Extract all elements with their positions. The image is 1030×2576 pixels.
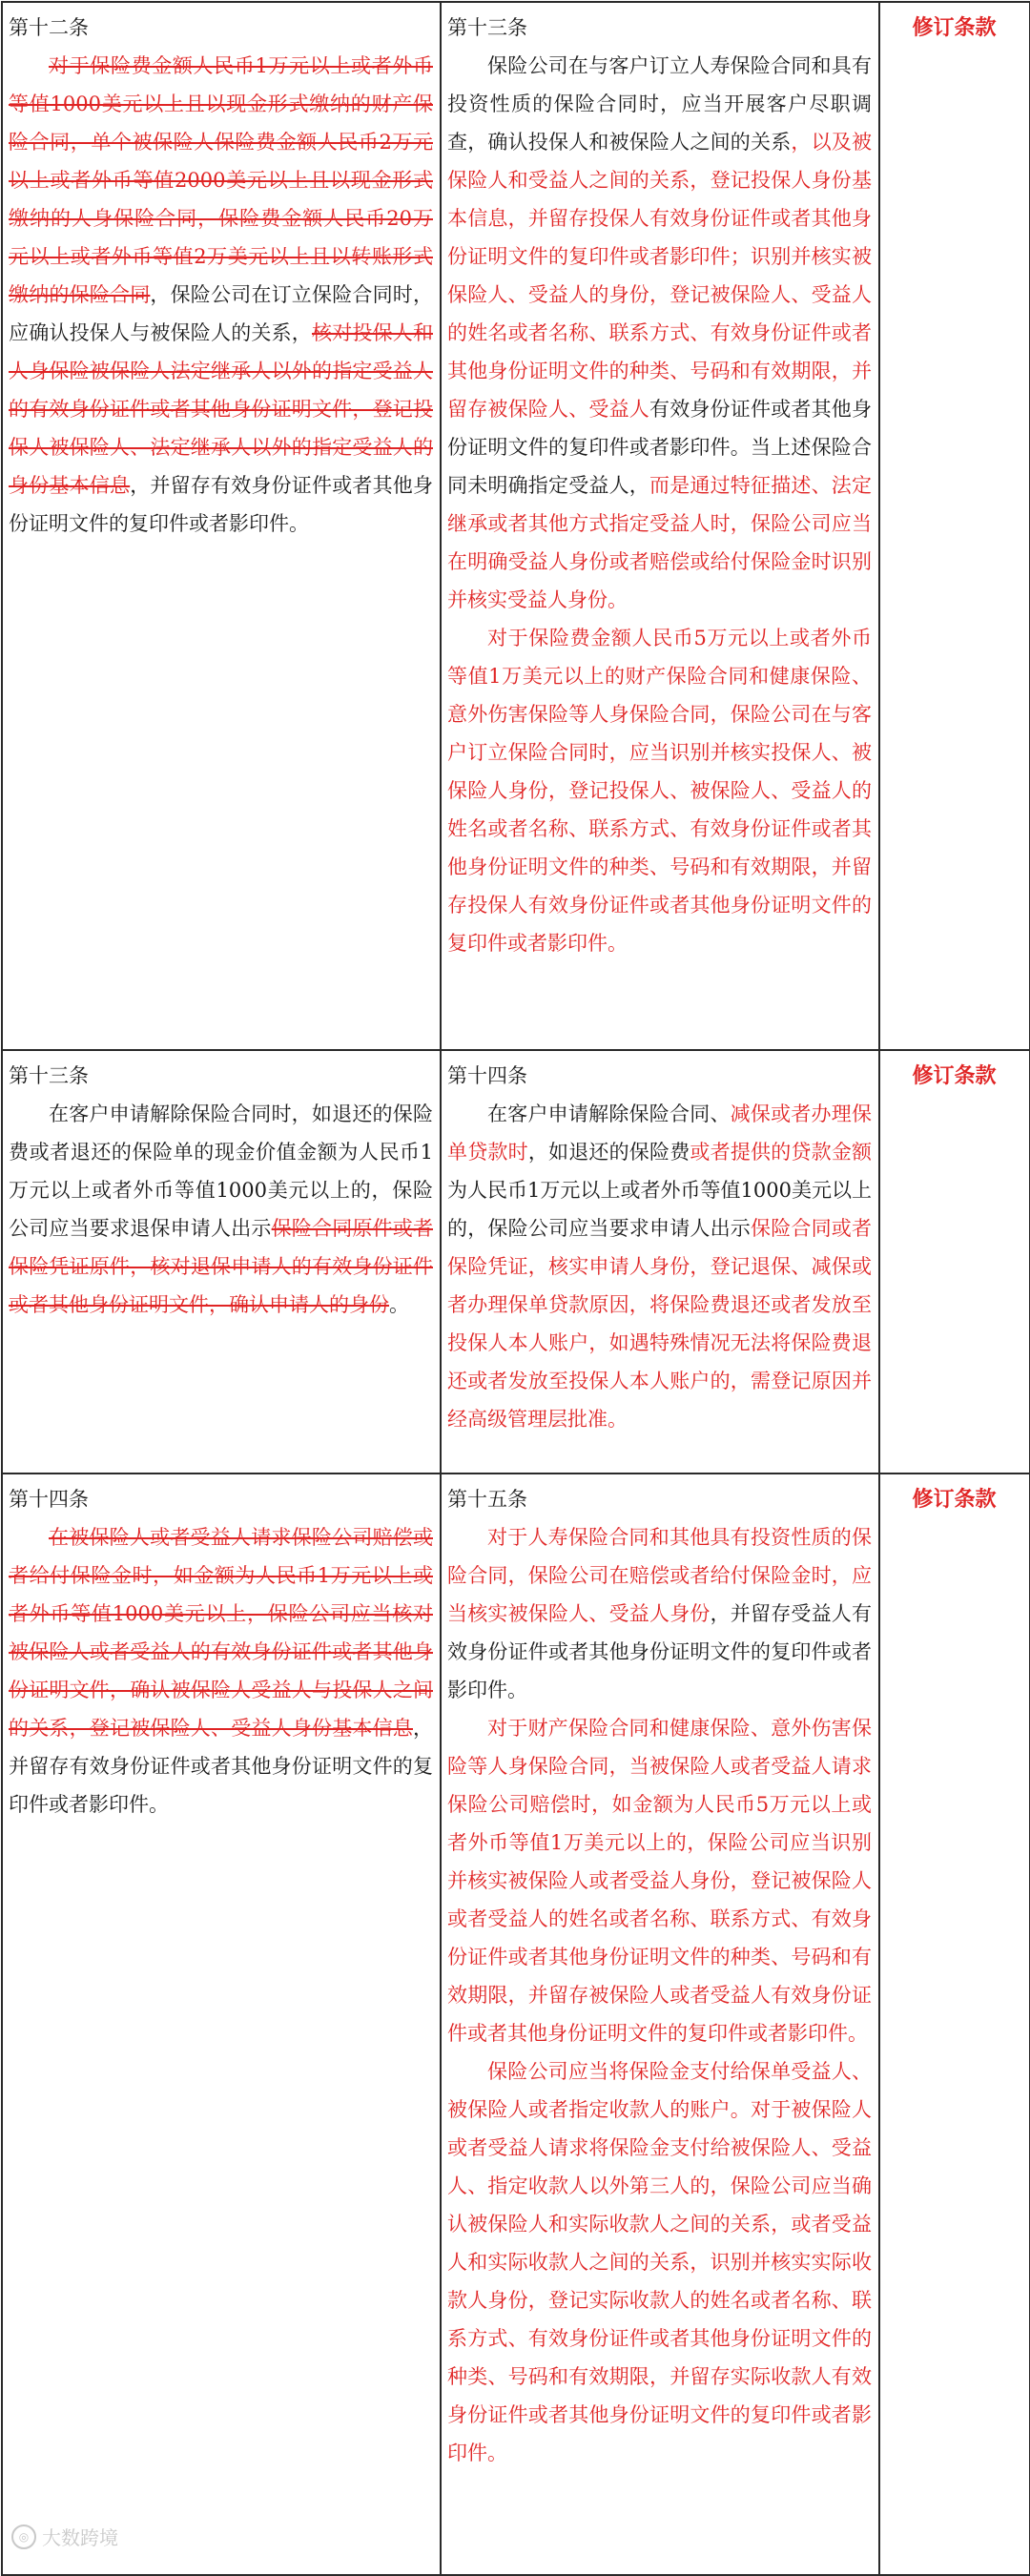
table-row — [2, 1473, 1030, 2575]
new-clause-cell — [441, 1473, 879, 2575]
old-clause-cell — [2, 2, 441, 1050]
revision-note: 修订条款 — [912, 1063, 997, 1088]
note-cell — [879, 2, 1030, 1050]
new-clause-cell — [441, 1050, 879, 1473]
note-cell — [879, 1050, 1030, 1473]
new-clause-cell — [441, 2, 879, 1050]
revision-note: 修订条款 — [912, 1487, 997, 1512]
comparison-table — [1, 1, 1030, 2576]
table-row — [2, 2, 1030, 1050]
new-clause-paragraph: 对于财产保险合同和健康保险、意外伤害保险等人身保险合同，当被保险人或者受益人请求保险公司赔偿时，如金额为人民币5万元以上或者外币等值1万美元以上的，保险公司应当识别并核实被保险人或者受益人身份，登记被保险人或者受益人的姓名或者名称、联系方式、有效身份证件或者其他身份证明文件的种类、号码和有效期限，并留存被保险人或者受益人有效身份证件或者其他身份证明文件的复印件或者影印件。 — [447, 1717, 872, 2045]
new-article-number: 第十五条 — [447, 1488, 527, 1511]
old-clause-text: 在客户申请解除保险合同时，如退还的保险费或者退还的保险单的现金价值金额为人民币1万元以上或者外币等值1000美元以上的，保险公司应当要求退保申请人出示保险合同原件或者保险凭证原件，核对退保申请人的有效身份证件或者其他身份证明文件，确认申请人的身份。 — [9, 1103, 434, 1316]
new-clause-paragraph: 对于人寿保险合同和其他具有投资性质的保险合同，保险公司在赔偿或者给付保险金时，应当核实被保险人、受益人身份，并留存受益人有效身份证件或者其他身份证明文件的复印件或者影印件。 — [447, 1526, 873, 1701]
old-article-number: 第十二条 — [9, 16, 89, 39]
new-article-number: 第十四条 — [447, 1064, 527, 1087]
watermark — [11, 2523, 118, 2550]
note-cell — [879, 1473, 1030, 2575]
new-clause-paragraph: 对于保险费金额人民币5万元以上或者外币等值1万美元以上的财产保险合同和健康保险、意外伤害保险等人身保险合同，保险公司在与客户订立保险合同时，应当识别并核实投保人、被保险人身份，登记投保人、被保险人、受益人的姓名或者名称、联系方式、有效身份证件或者其他身份证明文件的种类、号码和有效期限，并留存投保人有效身份证件或者其他身份证明文件的复印件或者影印件。 — [447, 627, 872, 955]
new-clause-paragraph: 在客户申请解除保险合同、减保或者办理保单贷款时，如退还的保险费或者提供的贷款金额为人民币1万元以上或者外币等值1000美元以上的，保险公司应当要求申请人出示保险合同或者保险凭证，核实申请人身份，登记退保、减保或者办理保单贷款原因，将保险费退还或者发放至投保人本人账户，如遇特殊情况无法将保险费退还或者发放至投保人本人账户的，需登记原因并经高级管理层批准。 — [447, 1103, 873, 1431]
new-article-number: 第十三条 — [447, 16, 527, 39]
revision-note: 修订条款 — [912, 15, 997, 40]
watermark-logo-icon: ◎ — [11, 2524, 36, 2549]
old-article-number: 第十四条 — [9, 1488, 89, 1511]
table-row — [2, 1050, 1030, 1473]
old-article-number: 第十三条 — [9, 1064, 89, 1087]
old-clause-text: 在被保险人或者受益人请求保险公司赔偿或者给付保险金时，如金额为人民币1万元以上或者外币等值1000美元以上，保险公司应当核对被保险人或者受益人的有效身份证件或者其他身份证明文件，确认被保险人受益人与投保人之间的关系，登记被保险人、受益人身份基本信息，并留存有效身份证件或者其他身份证明文件的复印件或者影印件。 — [9, 1526, 433, 1816]
old-clause-cell — [2, 1473, 441, 2575]
watermark-text: 大数跨境 — [42, 2526, 118, 2549]
new-clause-paragraph: 保险公司在与客户订立人寿保险合同和具有投资性质的保险合同时，应当开展客户尽职调查，确认投保人和被保险人之间的关系，以及被保险人和受益人之间的关系，登记投保人身份基本信息，并留存投保人有效身份证件或者其他身份证明文件的复印件或者影印件；识别并核实被保险人、受益人的身份，登记被保险人、受益人的姓名或者名称、联系方式、有效身份证件或者其他身份证明文件的种类、号码和有效期限，并留存被保险人、受益人有效身份证件或者其他身份证明文件的复印件或者影印件。当上述保险合同未明确指定受益人，而是通过特征描述、法定继承或者其他方式指定受益人时，保险公司应当在明确受益人身份或者赔偿或给付保险金时识别并核实受益人身份。 — [447, 54, 873, 611]
new-clause-paragraph: 保险公司应当将保险金支付给保单受益人、被保险人或者指定收款人的账户。对于被保险人或者受益人请求将保险金支付给被保险人、受益人、指定收款人以外第三人的，保险公司应当确认被保险人和实际收款人之间的关系，或者受益人和实际收款人之间的关系，识别并核实实际收款人身份，登记实际收款人的姓名或者名称、联系方式、有效身份证件或者其他身份证明文件的种类、号码和有效期限，并留存实际收款人有效身份证件或者其他身份证明文件的复印件或者影印件。 — [447, 2060, 872, 2464]
old-clause-cell — [2, 1050, 441, 1473]
old-clause-text: 对于保险费金额人民币1万元以上或者外币等值1000美元以上且以现金形式缴纳的财产保险合同，单个被保险人保险费金额人民币2万元以上或者外币等值2000美元以上且以现金形式缴纳的人身保险合同，保险费金额人民币20万元以上或者外币等值2万美元以上且以转账形式缴纳的保险合同，保险公司在订立保险合同时，应确认投保人与被保险人的关系，核对投保人和人身保险被保险人法定继承人以外的指定受益人的有效身份证件或者其他身份证明文件，登记投保人被保险人、法定继承人以外的指定受益人的身份基本信息，并留存有效身份证件或者其他身份证明文件的复印件或者影印件。 — [9, 54, 434, 535]
